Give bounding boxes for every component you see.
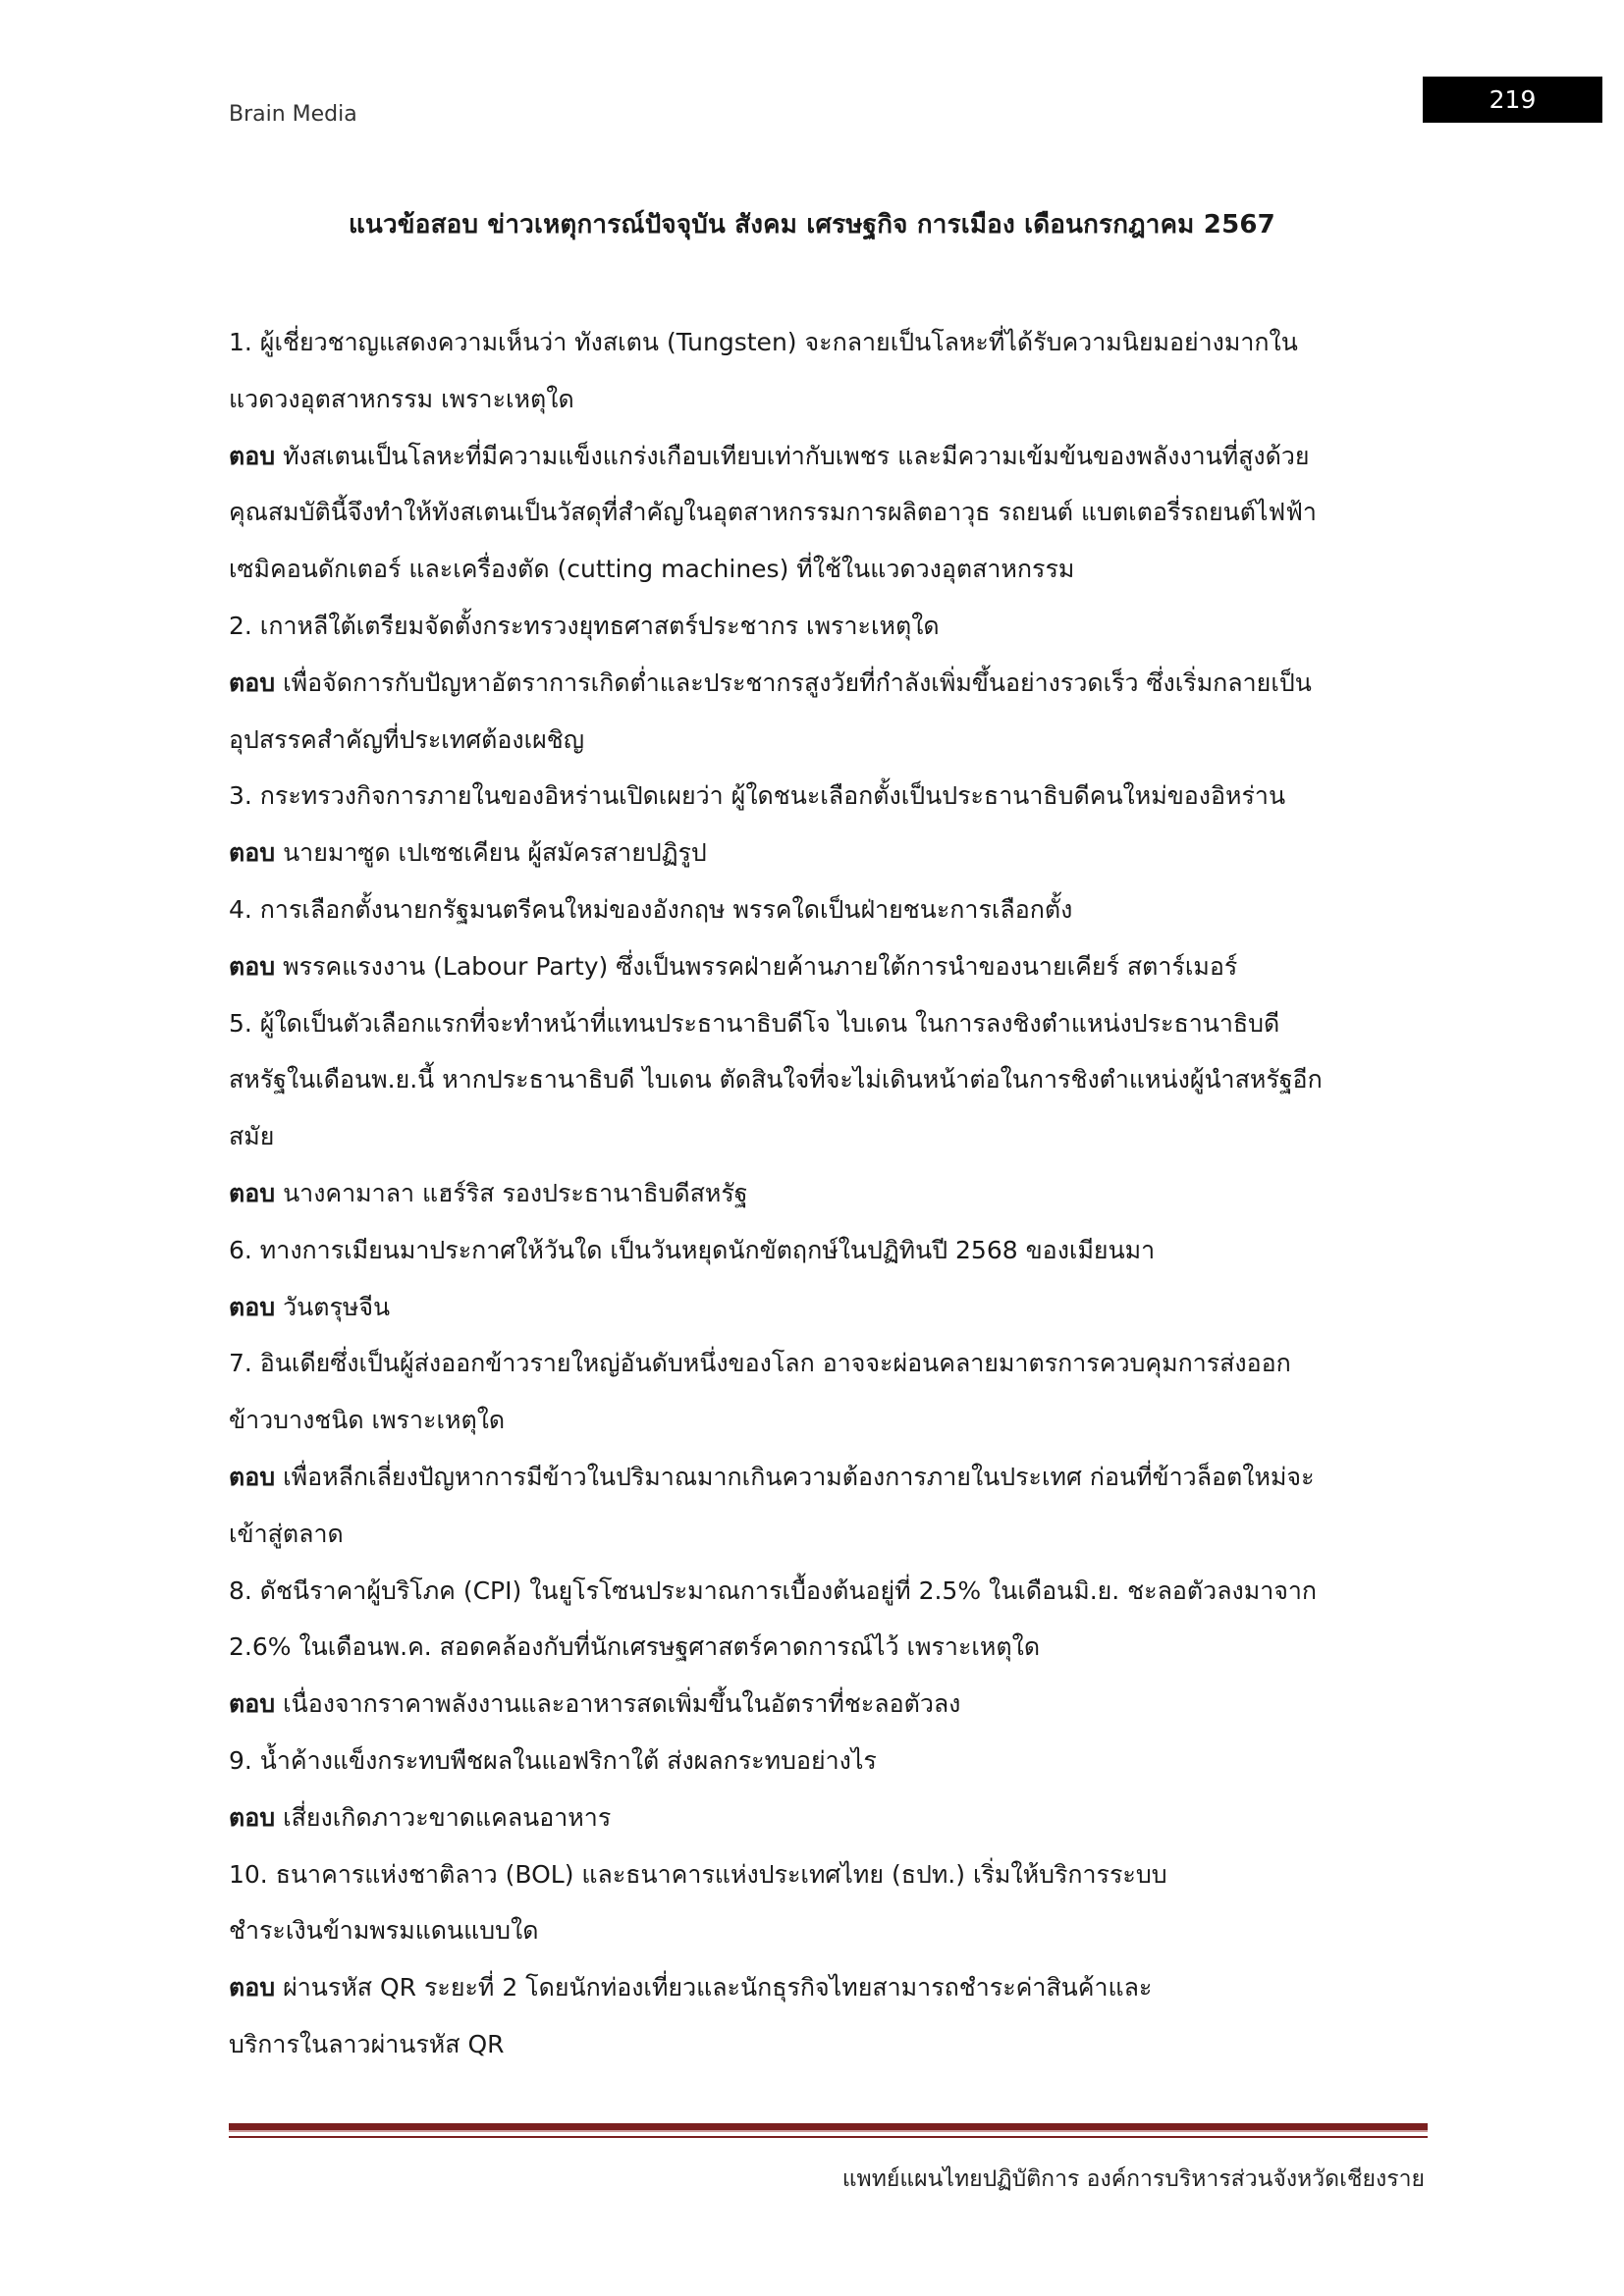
question-line: 8. ดัชนีราคาผู้บริโภค (CPI) ในยูโรโซนประมาณการเบื้องต้นอยู่ที่ 2.5% ในเดือนมิ.ย. ชะลอตัวลงมาจาก (229, 1575, 1318, 1605)
answer-line (229, 1279, 1427, 1336)
answer-label: ตอบ (229, 1973, 276, 2002)
question-line: 10. ธนาคารแห่งชาติลาว (BOL) และธนาคารแห่งประเทศไทย (ธปท.) เริ่มให้บริการระบบ (229, 1859, 1167, 1889)
question-line: สมัย (229, 1122, 275, 1151)
answer-label: ตอบ (229, 1802, 276, 1832)
answer-text: เพื่อหลีกเลี่ยงปัญหาการมีข้าวในปริมาณมากเกินความต้องการภายในประเทศ ก่อนที่ข้าวล็อตใหม่จะ (283, 1462, 1315, 1491)
answer-label: ตอบ (229, 951, 276, 981)
question-line: 9. น้ำค้างแข็งกระทบพืชผลในแอฟริกาใต้ ส่งผลกระทบอย่างไร (229, 1745, 877, 1775)
question-line: 7. อินเดียซึ่งเป็นผู้ส่งออกข้าวรายใหญ่อันดับหนึ่งของโลก อาจจะผ่อนคลายมาตรการควบคุมการส่งออก (229, 1349, 1291, 1378)
answer-text: เนื่องจากราคาพลังงานและอาหารสดเพิ่มขึ้นในอัตราที่ชะลอตัวลง (283, 1689, 961, 1719)
answer-line (229, 825, 1427, 881)
question-line: 2.6% ในเดือนพ.ค. สอดคล้องกับที่นักเศรษฐศาสตร์คาดการณ์ไว้ เพราะเหตุใด (229, 1632, 1041, 1662)
answer-label: ตอบ (229, 1292, 276, 1321)
footer-divider (229, 2123, 1428, 2132)
answer-line (229, 1959, 1427, 2016)
question-line: ข้าวบางชนิด เพราะเหตุใด (229, 1406, 506, 1435)
answer-label: ตอบ (229, 838, 276, 868)
question-line: 4. การเลือกตั้งนายกรัฐมนตรีคนใหม่ของอังกฤษ พรรคใดเป็นฝ่ายชนะการเลือกตั้ง (229, 894, 1073, 924)
question-line: อุปสรรคสำคัญที่ประเทศต้องเผชิญ (229, 724, 585, 754)
question-line: 6. ทางการเมียนมาประกาศให้วันใด เป็นวันหยุดนักขัตฤกษ์ในปฏิทินปี 2568 ของเมียนมา (229, 1235, 1156, 1264)
answer-line (229, 655, 1427, 712)
answer-line (229, 938, 1427, 995)
answer-label: ตอบ (229, 1689, 276, 1719)
page-number: 219 (1423, 77, 1602, 123)
answer-label: ตอบ (229, 667, 276, 697)
question-line: ชำระเงินข้ามพรมแดนแบบใด (229, 1916, 539, 1946)
footer-organization: แพทย์แผนไทยปฏิบัติการ องค์การบริหารส่วนจังหวัดเชียงราย (841, 2166, 1425, 2192)
answer-line (229, 428, 1427, 485)
question-line: บริการในลาวผ่านรหัส QR (229, 2029, 505, 2058)
question-line: 1. ผู้เชี่ยวชาญแสดงความเห็นว่า ทังสเตน (Tungsten) จะกลายเป็นโลหะที่ได้รับความนิยมอย่างมากใน (229, 328, 1298, 356)
footer-divider-thin (229, 2136, 1428, 2138)
answer-label: ตอบ (229, 441, 276, 470)
answer-text: เสี่ยงเกิดภาวะขาดแคลนอาหาร (283, 1802, 612, 1832)
question-line: 2. เกาหลีใต้เตรียมจัดตั้งกระทรวงยุทธศาสตร์ประชากร เพราะเหตุใด (229, 611, 940, 640)
answer-label: ตอบ (229, 1462, 276, 1491)
answer-text: นายมาซูด เปเซชเคียน ผู้สมัครสายปฏิรูป (283, 838, 707, 868)
answer-text: วันตรุษจีน (283, 1292, 391, 1321)
header-publisher: Brain Media (229, 102, 357, 127)
answer-text: นางคามาลา แฮร์ริส รองประธานาธิบดีสหรัฐ (283, 1178, 748, 1207)
question-line: 5. ผู้ใดเป็นตัวเลือกแรกที่จะทำหน้าที่แทนประธานาธิบดีโจ ไบเดน ในการลงชิงตำแหน่งประธานาธิบดี (229, 1008, 1280, 1038)
answer-line (229, 1789, 1427, 1846)
exam-content (229, 314, 1427, 2073)
question-line: เซมิคอนดักเตอร์ และเครื่องตัด (cutting machines) ที่ใช้ในแวดวงอุตสาหกรรม (229, 555, 1075, 584)
answer-text: เพื่อจัดการกับปัญหาอัตราการเกิดต่ำและประชากรสูงวัยที่กำลังเพิ่มขึ้นอย่างรวดเร็ว ซึ่งเริ่มกลายเป็น (283, 667, 1312, 697)
question-line: สหรัฐในเดือนพ.ย.นี้ หากประธานาธิบดี ไบเดน ตัดสินใจที่จะไม่เดินหน้าต่อในการชิงตำแหน่งผู้นำสหรัฐอีก (229, 1065, 1323, 1095)
question-line: เข้าสู่ตลาด (229, 1519, 344, 1548)
question-line: 3. กระทรวงกิจการภายในของอิหร่านเปิดเผยว่า ผู้ใดชนะเลือกตั้งเป็นประธานาธิบดีคนใหม่ของอิหร่าน (229, 781, 1286, 811)
page-title: แนวข้อสอบ ข่าวเหตุการณ์ปัจจุบัน สังคม เศรษฐกิจ การเมือง เดือนกรกฎาคม 2567 (349, 210, 1275, 240)
answer-label: ตอบ (229, 1178, 276, 1207)
answer-text: ผ่านรหัส QR ระยะที่ 2 โดยนักท่องเที่ยวและนักธุรกิจไทยสามารถชำระค่าสินค้าและ (283, 1973, 1153, 2002)
answer-line (229, 1449, 1427, 1506)
answer-line (229, 1165, 1427, 1222)
question-line: แวดวงอุตสาหกรรม เพราะเหตุใด (229, 384, 574, 413)
question-line: คุณสมบัตินี้จึงทำให้ทังสเตนเป็นวัสดุที่สำคัญในอุตสาหกรรมการผลิตอาวุธ รถยนต์ แบตเตอรี่รถยนต์ไฟฟ้า (229, 498, 1317, 527)
answer-text: ทังสเตนเป็นโลหะที่มีความแข็งแกร่งเกือบเทียบเท่ากับเพชร และมีความเข้มข้นของพลังงานที่สูงด้วย (283, 441, 1310, 470)
answer-text: พรรคแรงงาน (Labour Party) ซึ่งเป็นพรรคฝ่ายค้านภายใต้การนำของนายเคียร์ สตาร์เมอร์ (283, 951, 1238, 981)
answer-line (229, 1676, 1427, 1733)
